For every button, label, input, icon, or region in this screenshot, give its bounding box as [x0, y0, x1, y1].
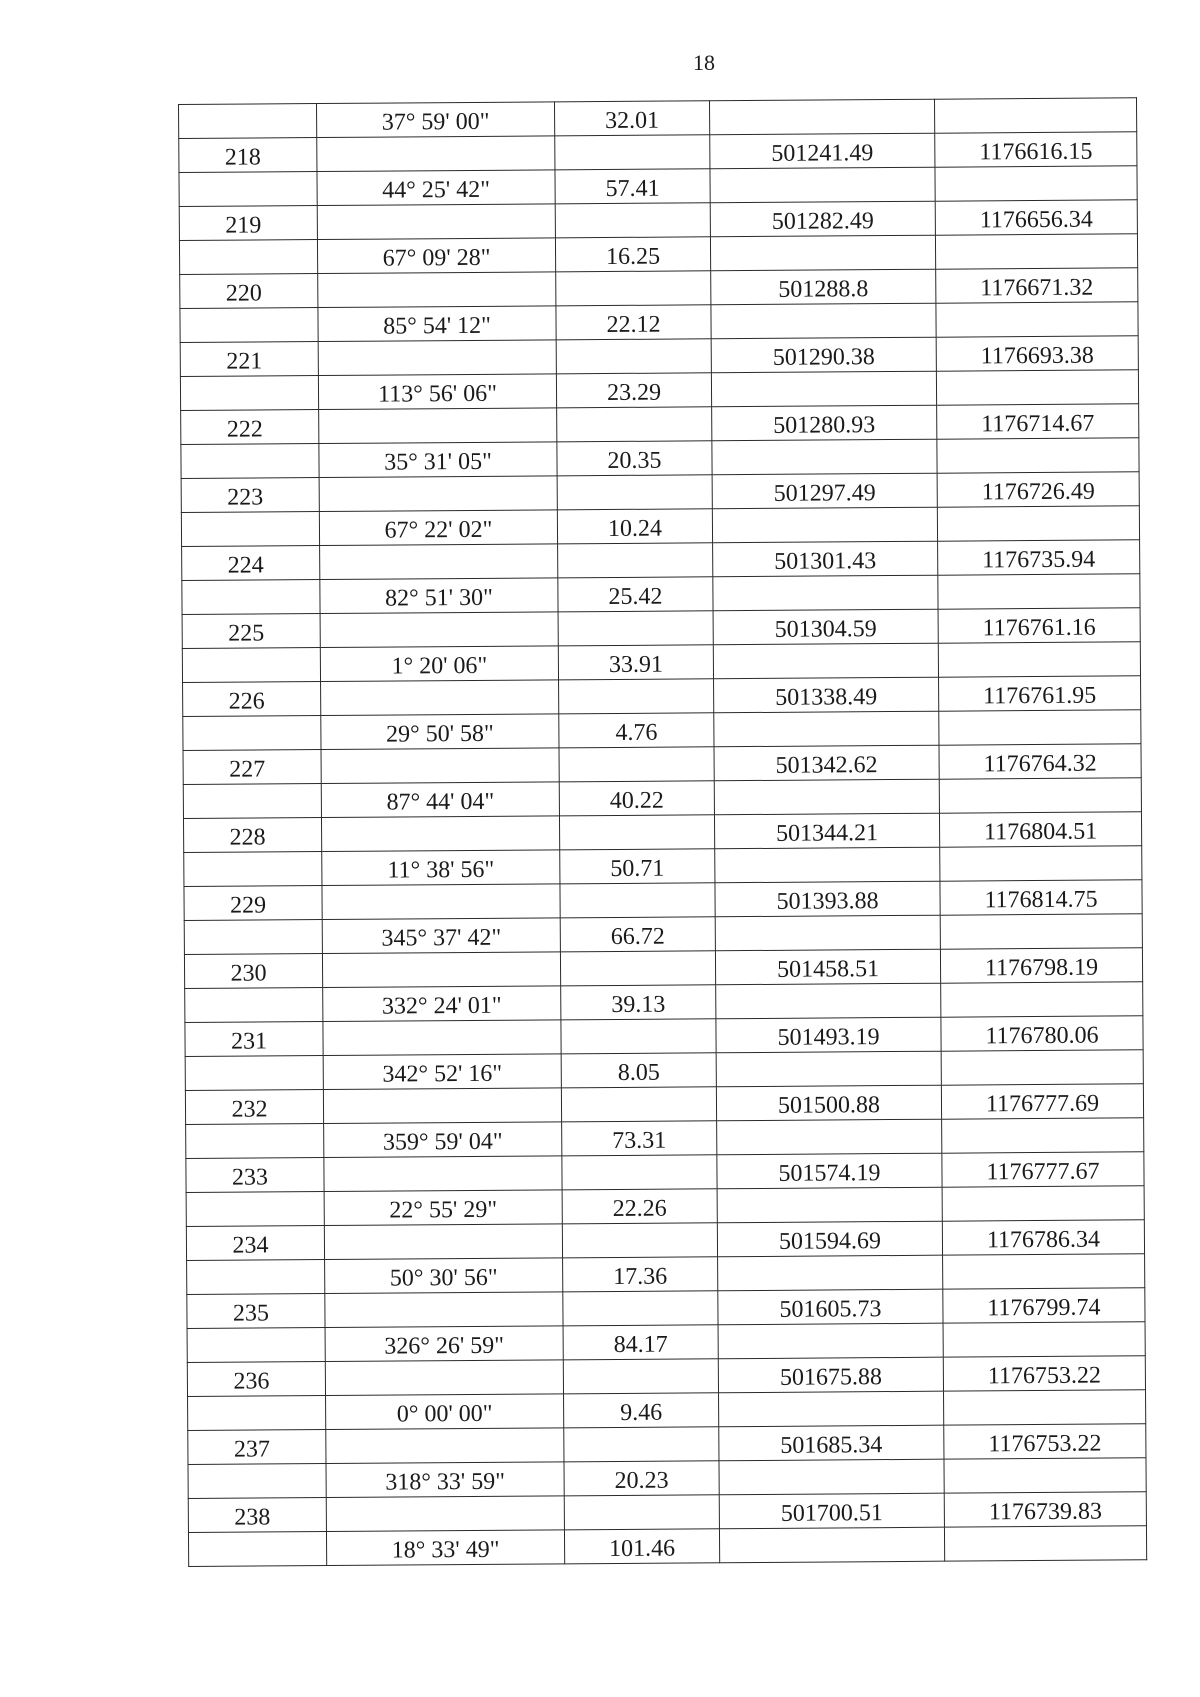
bearing-cell: 0° 00' 00"	[326, 1394, 564, 1430]
northing-cell	[943, 1254, 1145, 1289]
northing-cell: 1176799.74	[943, 1288, 1145, 1323]
easting-cell: 501282.49	[710, 201, 935, 237]
bearing-cell	[318, 340, 556, 376]
station-cell	[182, 648, 320, 683]
station-cell	[188, 1531, 326, 1566]
bearing-cell	[325, 1360, 563, 1396]
bearing-cell: 67° 22' 02"	[319, 510, 557, 546]
station-cell: 234	[186, 1226, 324, 1261]
northing-cell	[936, 302, 1138, 337]
easting-cell	[716, 1051, 941, 1087]
northing-cell: 1176735.94	[938, 540, 1140, 575]
distance-cell	[558, 611, 713, 646]
northing-cell: 1176753.22	[943, 1356, 1145, 1391]
easting-cell	[709, 99, 934, 135]
northing-cell	[944, 1390, 1146, 1425]
distance-cell	[561, 1087, 716, 1122]
station-cell	[180, 308, 318, 343]
easting-cell	[713, 575, 938, 611]
northing-cell: 1176804.51	[939, 812, 1141, 847]
easting-cell: 501605.73	[718, 1289, 943, 1325]
bearing-cell: 345° 37' 42"	[322, 918, 560, 954]
bearing-cell	[326, 1496, 564, 1532]
bearing-cell	[322, 952, 560, 988]
northing-cell: 1176656.34	[935, 200, 1137, 235]
bearing-cell: 50° 30' 56"	[325, 1258, 563, 1294]
station-cell: 236	[187, 1362, 325, 1397]
distance-cell	[556, 271, 711, 306]
station-cell: 238	[188, 1497, 326, 1532]
easting-cell: 501574.19	[717, 1153, 942, 1189]
northing-cell: 1176726.49	[937, 472, 1139, 507]
station-cell	[188, 1396, 326, 1431]
station-cell: 220	[180, 274, 318, 309]
distance-cell: 8.05	[561, 1053, 716, 1088]
distance-cell: 84.17	[563, 1325, 718, 1360]
easting-cell	[717, 1119, 942, 1155]
page-number: 18	[693, 50, 715, 75]
northing-cell: 1176777.69	[941, 1084, 1143, 1119]
easting-cell	[713, 643, 938, 679]
station-cell	[184, 852, 322, 887]
station-cell	[184, 920, 322, 955]
easting-cell: 501493.19	[716, 1017, 941, 1053]
distance-cell: 33.91	[558, 645, 713, 680]
easting-cell	[719, 1459, 944, 1495]
northing-cell: 1176780.06	[941, 1016, 1143, 1051]
bearing-cell	[324, 1224, 562, 1260]
distance-cell: 73.31	[562, 1121, 717, 1156]
easting-cell: 501594.69	[717, 1221, 942, 1257]
station-cell	[185, 1056, 323, 1091]
station-cell	[181, 512, 319, 547]
easting-cell: 501241.49	[710, 133, 935, 169]
distance-cell: 16.25	[555, 237, 710, 272]
northing-cell	[935, 234, 1137, 269]
distance-cell: 9.46	[564, 1393, 719, 1428]
distance-cell	[563, 1291, 718, 1326]
distance-cell	[556, 339, 711, 374]
distance-cell	[562, 1223, 717, 1258]
station-cell: 221	[180, 342, 318, 377]
bearing-cell	[324, 1156, 562, 1192]
station-cell	[179, 104, 317, 139]
distance-cell: 22.12	[556, 305, 711, 340]
bearing-cell: 326° 26' 59"	[325, 1326, 563, 1362]
bearing-cell: 332° 24' 01"	[323, 986, 561, 1022]
easting-cell	[715, 847, 940, 883]
easting-cell: 501288.8	[711, 269, 936, 305]
northing-cell	[943, 1322, 1145, 1357]
distance-cell: 10.24	[557, 509, 712, 544]
bearing-cell: 318° 33' 59"	[326, 1462, 564, 1498]
northing-cell: 1176798.19	[940, 948, 1142, 983]
station-cell: 219	[179, 206, 317, 241]
easting-cell	[714, 711, 939, 747]
station-cell	[186, 1124, 324, 1159]
easting-cell	[718, 1323, 943, 1359]
easting-cell: 501700.51	[719, 1493, 944, 1529]
northing-cell	[941, 1050, 1143, 1085]
distance-cell	[560, 951, 715, 986]
northing-cell	[939, 710, 1141, 745]
northing-cell: 1176761.95	[939, 676, 1141, 711]
distance-cell: 4.76	[559, 713, 714, 748]
station-cell	[187, 1260, 325, 1295]
northing-cell: 1176786.34	[942, 1220, 1144, 1255]
station-cell	[181, 444, 319, 479]
station-cell	[182, 580, 320, 615]
distance-cell	[559, 815, 714, 850]
easting-cell	[710, 235, 935, 271]
bearing-cell	[323, 1020, 561, 1056]
station-cell: 222	[181, 410, 319, 445]
northing-cell: 1176814.75	[940, 880, 1142, 915]
station-cell	[179, 172, 317, 207]
station-cell: 228	[183, 818, 321, 853]
distance-cell: 50.71	[560, 849, 715, 884]
station-cell	[187, 1328, 325, 1363]
distance-cell	[555, 203, 710, 238]
easting-cell	[711, 371, 936, 407]
distance-cell: 22.26	[562, 1189, 717, 1224]
easting-cell: 501290.38	[711, 337, 936, 373]
distance-cell	[562, 1155, 717, 1190]
distance-cell	[564, 1495, 719, 1530]
northing-cell	[935, 166, 1137, 201]
northing-cell	[944, 1458, 1146, 1493]
bearing-cell: 1° 20' 06"	[320, 646, 558, 682]
easting-cell	[714, 779, 939, 815]
survey-coordinates-table	[178, 97, 1147, 1567]
easting-cell: 501297.49	[712, 473, 937, 509]
easting-cell	[717, 1187, 942, 1223]
bearing-cell: 85° 54' 12"	[318, 306, 556, 342]
distance-cell	[555, 135, 710, 170]
easting-cell	[711, 303, 936, 339]
northing-cell: 1176671.32	[936, 268, 1138, 303]
bearing-cell: 359° 59' 04"	[324, 1122, 562, 1158]
easting-cell: 501344.21	[714, 813, 939, 849]
station-cell: 230	[184, 954, 322, 989]
bearing-cell: 342° 52' 16"	[323, 1054, 561, 1090]
easting-cell: 501393.88	[715, 881, 940, 917]
easting-cell	[710, 167, 935, 203]
northing-cell: 1176777.67	[942, 1152, 1144, 1187]
northing-cell	[938, 574, 1140, 609]
station-cell: 224	[182, 546, 320, 581]
easting-cell	[715, 915, 940, 951]
distance-cell	[559, 747, 714, 782]
bearing-cell: 18° 33' 49"	[326, 1530, 564, 1566]
northing-cell	[936, 370, 1138, 405]
northing-cell: 1176764.32	[939, 744, 1141, 779]
station-cell	[183, 784, 321, 819]
distance-cell	[564, 1427, 719, 1462]
distance-cell: 23.29	[556, 373, 711, 408]
station-cell: 226	[183, 682, 321, 717]
station-cell	[180, 376, 318, 411]
easting-cell: 501338.49	[714, 677, 939, 713]
station-cell: 227	[183, 750, 321, 785]
bearing-cell	[321, 748, 559, 784]
easting-cell: 501301.43	[713, 541, 938, 577]
easting-cell	[719, 1391, 944, 1427]
bearing-cell	[317, 204, 555, 240]
bearing-cell	[322, 884, 560, 920]
station-cell: 235	[187, 1294, 325, 1329]
northing-cell	[937, 438, 1139, 473]
bearing-cell	[326, 1428, 564, 1464]
northing-cell	[940, 846, 1142, 881]
easting-cell: 501500.88	[716, 1085, 941, 1121]
station-cell	[179, 240, 317, 275]
northing-cell	[942, 1118, 1144, 1153]
station-cell: 229	[184, 886, 322, 921]
northing-cell	[937, 506, 1139, 541]
distance-cell: 57.41	[555, 169, 710, 204]
bearing-cell: 35° 31' 05"	[319, 442, 557, 478]
northing-cell: 1176761.16	[938, 608, 1140, 643]
bearing-cell	[320, 544, 558, 580]
bearing-cell: 29° 50' 58"	[321, 714, 559, 750]
station-cell: 223	[181, 478, 319, 513]
easting-cell: 501675.88	[718, 1357, 943, 1393]
bearing-cell	[325, 1292, 563, 1328]
easting-cell: 501280.93	[712, 405, 937, 441]
bearing-cell	[318, 272, 556, 308]
distance-cell: 20.23	[564, 1461, 719, 1496]
station-cell: 231	[185, 1022, 323, 1057]
bearing-cell: 11° 38' 56"	[322, 850, 560, 886]
bearing-cell	[319, 476, 557, 512]
bearing-cell: 67° 09' 28"	[317, 238, 555, 274]
distance-cell: 25.42	[558, 577, 713, 612]
northing-cell	[942, 1186, 1144, 1221]
easting-cell	[719, 1527, 944, 1563]
distance-cell: 20.35	[557, 441, 712, 476]
distance-cell	[557, 407, 712, 442]
station-cell: 237	[188, 1430, 326, 1465]
station-cell: 233	[186, 1158, 324, 1193]
distance-cell: 17.36	[563, 1257, 718, 1292]
station-cell	[183, 716, 321, 751]
bearing-cell	[323, 1088, 561, 1124]
distance-cell	[560, 883, 715, 918]
easting-cell: 501458.51	[715, 949, 940, 985]
distance-cell	[563, 1359, 718, 1394]
station-cell	[188, 1464, 326, 1499]
northing-cell: 1176616.15	[935, 132, 1137, 167]
distance-cell: 40.22	[559, 781, 714, 816]
station-cell: 218	[179, 138, 317, 173]
station-cell	[185, 988, 323, 1023]
table-body	[179, 98, 1147, 1567]
bearing-cell	[320, 612, 558, 648]
northing-cell: 1176753.22	[944, 1424, 1146, 1459]
course-row	[188, 1526, 1146, 1567]
northing-cell	[940, 914, 1142, 949]
easting-cell: 501304.59	[713, 609, 938, 645]
northing-cell	[939, 778, 1141, 813]
northing-cell	[938, 642, 1140, 677]
station-cell: 225	[182, 614, 320, 649]
distance-cell	[559, 679, 714, 714]
northing-cell: 1176714.67	[937, 404, 1139, 439]
northing-cell: 1176693.38	[936, 336, 1138, 371]
bearing-cell: 87° 44' 04"	[321, 782, 559, 818]
distance-cell: 66.72	[560, 917, 715, 952]
northing-cell	[941, 982, 1143, 1017]
distance-cell	[561, 1019, 716, 1054]
easting-cell	[712, 507, 937, 543]
northing-cell	[934, 98, 1136, 133]
bearing-cell: 82° 51' 30"	[320, 578, 558, 614]
northing-cell: 1176739.83	[944, 1492, 1146, 1527]
station-cell: 232	[185, 1090, 323, 1125]
bearing-cell: 37° 59' 00"	[317, 102, 555, 138]
distance-cell	[558, 543, 713, 578]
distance-cell	[557, 475, 712, 510]
northing-cell	[944, 1526, 1146, 1561]
bearing-cell: 44° 25' 42"	[317, 170, 555, 206]
easting-cell	[718, 1255, 943, 1291]
station-cell	[186, 1192, 324, 1227]
bearing-cell: 113° 56' 06"	[318, 374, 556, 410]
bearing-cell	[321, 816, 559, 852]
easting-cell	[712, 439, 937, 475]
distance-cell: 32.01	[554, 101, 709, 136]
distance-cell: 101.46	[564, 1529, 719, 1564]
bearing-cell	[317, 136, 555, 172]
easting-cell: 501685.34	[719, 1425, 944, 1461]
bearing-cell: 22° 55' 29"	[324, 1190, 562, 1226]
bearing-cell	[319, 408, 557, 444]
easting-cell	[716, 983, 941, 1019]
distance-cell: 39.13	[561, 985, 716, 1020]
bearing-cell	[321, 680, 559, 716]
easting-cell: 501342.62	[714, 745, 939, 781]
